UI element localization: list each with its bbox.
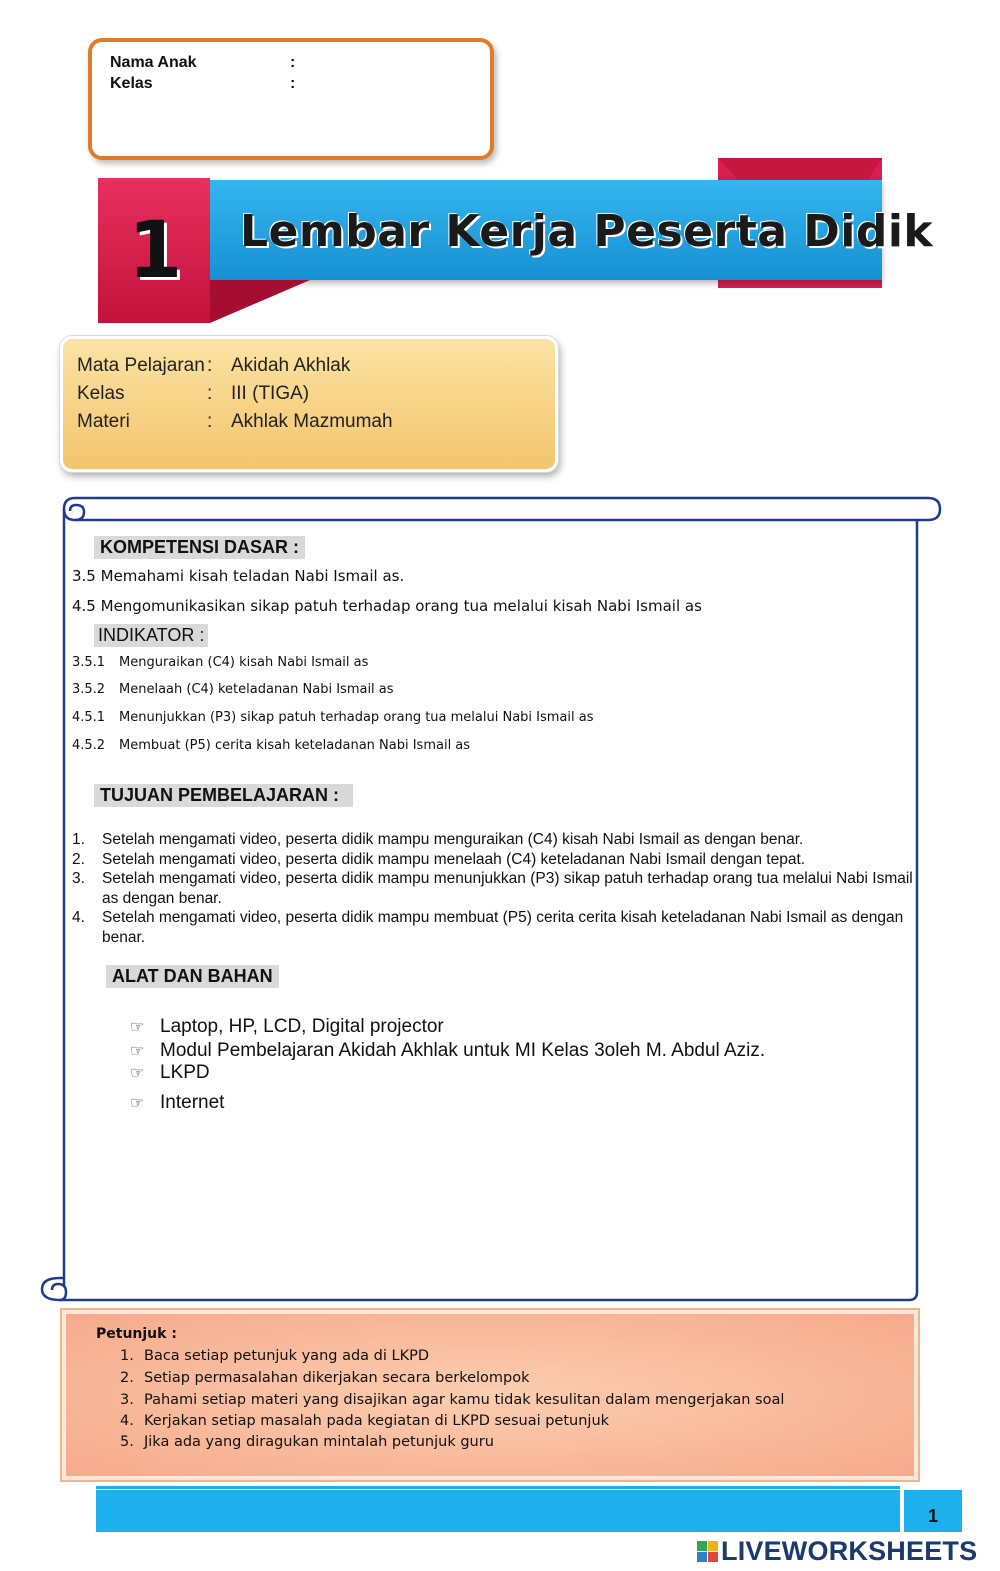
indikator-text: Menguraikan (C4) kisah Nabi Ismail as [119, 655, 369, 670]
petunjuk-number: 3. [120, 1392, 134, 1408]
petunjuk-title: Petunjuk : [96, 1326, 177, 1342]
petunjuk-text: Pahami setiap materi yang disajikan agar kamu tidak kesulitan dalam mengerjakan soal [144, 1392, 785, 1408]
alat-item [130, 1040, 765, 1062]
petunjuk-number: 5. [120, 1434, 134, 1450]
student-name-row [110, 54, 295, 72]
petunjuk-item [120, 1434, 494, 1450]
petunjuk-text: Jika ada yang diragukan mintalah petunjuk guru [144, 1434, 494, 1450]
liveworksheets-logo-icon [697, 1541, 719, 1563]
subject-key: Mata Pelajaran [77, 355, 205, 376]
subject-info-box [60, 336, 558, 472]
indikator-item [72, 738, 470, 753]
indikator-text: Menunjukkan (P3) sikap patuh terhadap orang tua melalui Nabi Ismail as [119, 710, 594, 725]
petunjuk-number: 4. [120, 1413, 134, 1429]
petunjuk-text: Kerjakan setiap masalah pada kegiatan di LKPD sesuai petunjuk [144, 1413, 610, 1429]
kompetensi-heading: KOMPETENSI DASAR : [94, 536, 305, 559]
tujuan-number: 2. [72, 850, 85, 868]
tujuan-text: Setelah mengamati video, peserta didik mampu membuat (P5) cerita cerita kisah keteladanan Nabi Ismail as dengan benar. [102, 909, 904, 946]
petunjuk-item [120, 1392, 784, 1408]
tujuan-list [72, 830, 922, 947]
subject-value: III (TIGA) [231, 383, 310, 404]
page-title: Lembar Kerja Peserta Didik [240, 206, 934, 257]
kompetensi-item: 4.5 Mengomunikasikan sikap patuh terhadap orang tua melalui kisah Nabi Ismail as [72, 597, 702, 615]
pointing-hand-icon: ☞ [130, 1065, 145, 1082]
tujuan-text: Setelah mengamati video, peserta didik mampu menunjukkan (P3) sikap patuh terhadap orang tua melalui Nabi Ismail as dengan benar. [102, 870, 913, 907]
pointing-hand-icon: ☞ [130, 1019, 145, 1036]
kompetensi-item: 3.5 Memahami kisah teladan Nabi Ismail as. [72, 567, 405, 585]
alat-heading: ALAT DAN BAHAN [106, 965, 279, 988]
subject-colon: : [207, 411, 213, 432]
indikator-code: 4.5.2 [72, 738, 106, 753]
alat-text: Modul Pembelajaran Akidah Akhlak untuk MI Kelas 3oleh M. Abdul Aziz. [160, 1040, 766, 1061]
footer-bar [96, 1490, 900, 1532]
petunjuk-number: 1. [120, 1348, 134, 1364]
subject-row-kelas [77, 383, 309, 405]
alat-item [130, 1062, 210, 1084]
petunjuk-text: Baca setiap petunjuk yang ada di LKPD [144, 1348, 429, 1364]
page-number: 1 [904, 1490, 962, 1532]
tujuan-item [72, 850, 922, 870]
indikator-code: 3.5.1 [72, 655, 106, 670]
subject-key: Kelas [77, 383, 125, 404]
indikator-item [72, 655, 368, 670]
pointing-hand-icon: ☞ [130, 1043, 145, 1060]
subject-key: Materi [77, 411, 130, 432]
student-class-label: Kelas [110, 75, 153, 92]
subject-row-mapel [77, 355, 350, 377]
title-banner [98, 158, 934, 323]
indikator-text: Menelaah (C4) keteladanan Nabi Ismail as [119, 682, 394, 697]
petunjuk-box [60, 1308, 920, 1482]
tujuan-item [72, 869, 922, 908]
banner-fold-shape [718, 158, 882, 180]
alat-text: Laptop, HP, LCD, Digital projector [160, 1016, 444, 1037]
tujuan-number: 4. [72, 909, 85, 926]
petunjuk-item [120, 1413, 609, 1429]
indikator-code: 4.5.1 [72, 710, 106, 725]
indikator-text: Membuat (P5) cerita kisah keteladanan Nabi Ismail as [119, 738, 471, 753]
petunjuk-number: 2. [120, 1370, 134, 1386]
student-name-colon: : [290, 54, 296, 71]
student-class-colon: : [290, 75, 296, 92]
indikator-heading: INDIKATOR : [94, 624, 208, 647]
subject-row-materi [77, 411, 393, 433]
worksheet-number: 1 [128, 206, 183, 296]
tujuan-text: Setelah mengamati video, peserta didik mampu menguraikan (C4) kisah Nabi Ismail as dengan benar. [102, 831, 804, 848]
petunjuk-text: Setiap permasalahan dikerjakan secara berkelompok [144, 1370, 530, 1386]
tujuan-number: 3. [72, 870, 85, 887]
alat-text: Internet [160, 1092, 225, 1113]
subject-colon: : [207, 355, 213, 376]
subject-colon: : [207, 383, 213, 404]
pointing-hand-icon: ☞ [130, 1095, 145, 1112]
tujuan-item [72, 908, 922, 947]
alat-item [130, 1016, 444, 1038]
tujuan-text: Setelah mengamati video, peserta didik mampu menelaah (C4) keteladanan Nabi Ismail dengan tepat. [102, 850, 806, 868]
subject-value: Akhlak Mazmumah [231, 411, 393, 432]
tujuan-item [72, 830, 922, 850]
alat-item [130, 1092, 224, 1114]
tujuan-number: 1. [72, 831, 85, 848]
student-class-row [110, 75, 295, 93]
liveworksheets-brand: LIVEWORKSHEETS [721, 1536, 978, 1566]
petunjuk-item [120, 1370, 530, 1386]
indikator-item [72, 710, 594, 725]
banner-red-tail-shape [210, 280, 310, 323]
alat-text: LKPD [160, 1062, 210, 1083]
subject-value: Akidah Akhlak [231, 355, 351, 376]
indikator-item [72, 682, 394, 697]
indikator-code: 3.5.2 [72, 682, 106, 697]
student-info-box [88, 38, 494, 160]
tujuan-heading: TUJUAN PEMBELAJARAN : [94, 784, 353, 807]
petunjuk-item [120, 1348, 429, 1364]
liveworksheets-logo [697, 1536, 977, 1567]
footer-line [96, 1486, 900, 1489]
student-name-label: Nama Anak [110, 54, 197, 71]
